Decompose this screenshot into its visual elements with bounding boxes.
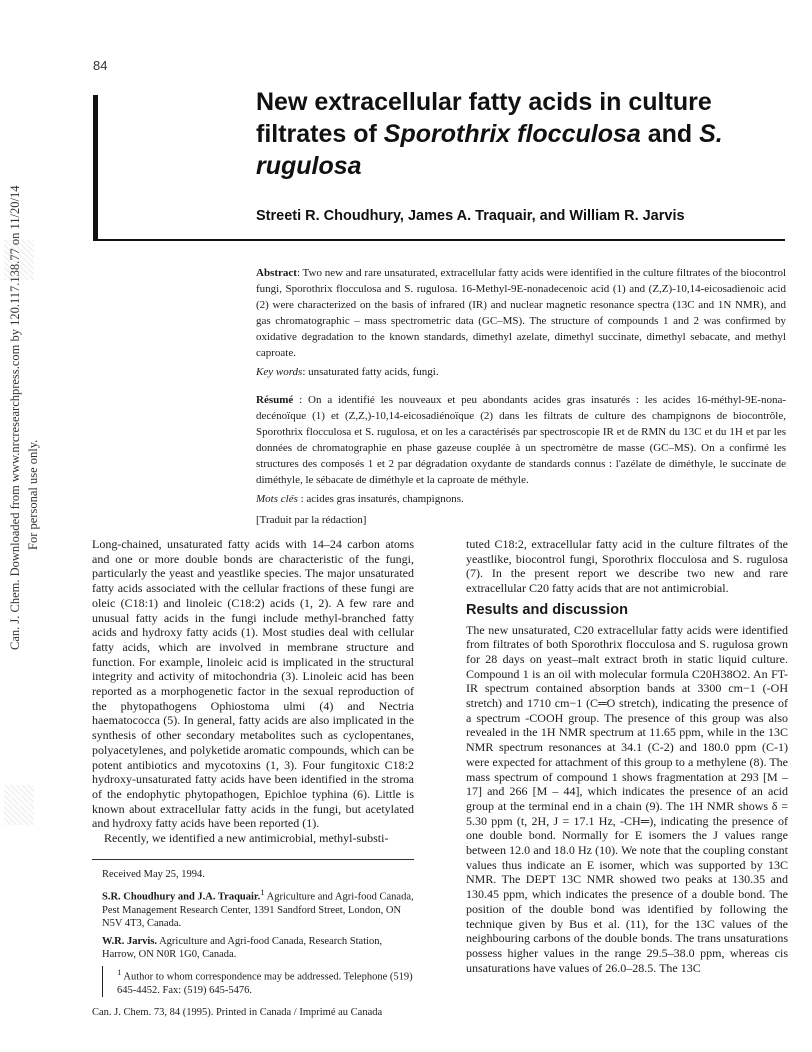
translation-note: [Traduit par la rédaction] [256,514,367,526]
section-heading: Results and discussion [466,601,628,618]
resume-keywords: Mots clés : acides gras insaturés, champignons. [256,493,464,505]
abstract-text: Abstract: Two new and rare unsaturated, extracellular fatty acids were identified in the culture filtrates of the biocontrol fungi, Sporothrix flocculosa and S. rugulosa. 16-Methyl-9E-nonadecenoic acid (1) and (Z,Z)-10,14-eicosadienoic acid (2) were characterized on the basis of infrared (IR) and nuclear magnetic resonance spectra (13C and 1N NMR), and gas chromatographic – mass spectrometric data (GC–MS). The structure of compounds 1 and 2 was confirmed by oxidative degradation to the known standards, dimethyl azelate, dimethyl succinate, dimethyl sebacate, and methyl caproate. [256,267,786,359]
journal-footer: Can. J. Chem. 73, 84 (1995). Printed in Canada / Imprimé au Canada [92,1007,383,1018]
body-paragraph: tuted C18:2, extracellular fatty acid in the culture filtrates of the yeastlike, biocontrol fungi, Sporothrix flocculosa and S. rugulosa (7). In the present report we describe two new and rare extracellular C20 fatty acids that are not antimicrobial. [466,537,788,596]
sidebar-download-line: Can. J. Chem. Downloaded from www.nrcresearchpress.com by 120.117.138.77 on 11/20/14 [8,185,22,650]
page-number: 84 [93,58,108,73]
resume-text: Résumé : On a identifié les nouveaux et peu abondants acides gras insaturés : les acides 16-méthyl-9E-nona-decénoïque (1) et (Z,Z,)-10,14-eicosadiénoïque (2) dans les filtrats de culture des champignons de biocontrôle, Sporothrix flocculosa et S. rugulosa, et on les a caractérisés par spectroscopie IR et de RMN du 13C et du 1H et par les données de chromatographie en phase gazeuse couplée à un spectromètre de masse (GC–MS). On a confirmé les structures des composés 1 et 2 par dégradation oxydante de standards connus : l'azélate de diméthyle, le succinate de diméthyle, le sébacate de diméthyle et la caproate de méthyle. [256,394,786,486]
affiliation: W.R. Jarvis. Agriculture and Agri-food Canada, Research Station, Harrow, ON N0R 1G0, Canada. [102,935,383,960]
right-column [466,537,788,975]
title-vertical-rule [93,95,98,241]
received-date: Received May 25, 1994. [102,869,205,880]
affiliation: S.R. Choudhury and J.A. Traquair.$^1$ Agriculture and Agri-food Canada, Pest Management Research Center, 1391 Sandford Street, London, ON N5V 4T3, Canada. [102,886,414,929]
article-title: New extracellular fatty acids in culture filtrates of Sporothrix flocculosa and S. rugulosa [256,88,723,180]
left-column [92,537,414,846]
sidebar-personal-use-line: For personal use only. [26,439,40,550]
sidebar-stamp [4,785,34,825]
body-paragraph: Long-chained, unsaturated fatty acids with 14–24 carbon atoms and one or more double bonds are characteristic of the fungi, particularly the yeast and yeastlike species. The major unsaturated fatty acids associated with the cellular fractions of these fungi are oleic (C18:1) and linoleic (C18:2) acids (1, 2). A few rare and unusual fatty acids in the fungi include methyl-branched fatty acids and hydroxy fatty acids (1). Most studies deal with cellular fatty acids, which are involved in membrane structure and function. For example, linoleic acid is implicated in the structural integrity and activity of mitochondria (3). Linoleic acid has been reported as a morphogenetic factor in the sexual reproduction of the phytopathogens Ophiostoma ulmi (4) and Nectria haematococca (5). In general, fatty acids are also implicated in the synthesis of other secondary metabolites such as cyclopentanes, polyacetylenes, and polyketide aromatic compounds, which can be potent antibiotics and mycotoxins (1, 3). Four fungitoxic C18:2 hydroxy-unsaturated fatty acids have been identified in the stroma of the endophytic phytopathogen, Epichloe typhina (6). Little is known about extracellular fatty acids in the fungi, but acetylated and hydroxy fatty acids have been reported (1). [92,537,414,831]
correspondence-footnote: $^1$ Author to whom correspondence may be addressed. Telephone (519) 645-4452. Fax: (519) 645-5476. [102,966,414,998]
body-paragraph: Recently, we identified a new antimicrobial, methyl-substi- [104,831,389,846]
resume-block [256,392,786,528]
abstract-keywords: Key words: unsaturated fatty acids, fungi. [256,366,439,378]
download-sidebar [2,185,42,660]
abstract-block [256,265,786,380]
title-horizontal-rule [93,239,785,241]
body-paragraph: The new unsaturated, C20 extracellular fatty acids were identified from filtrates of both Sporothrix flocculosa and S. rugulosa grown for 28 days on yeast–malt extract broth in static liquid culture. Compound 1 is an oil with molecular formula C20H38O2. An FT-IR spectrum contained absorption bands at 3300 cm−1 (-OH stretch) and 1710 cm−1 (C═O stretch), indicating the presence of a spectrum -COOH group. The presence of this group was also revealed in the 1H NMR spectrum at 11.65 ppm, while in the 13C NMR spectrum resonances at 34.1 (C-2) and 180.0 ppm (C-1) were expected for attachment of this group to a methylene (8). The mass spectrum of compound 1 shows fragmentation at 293 [M – 17] and 266 [M – 44], which indicates the presence of an acid group at the terminal end in a chain (9). The 1H NMR shows δ = 5.30 ppm (t, 2H, J = 17.1 Hz, -CH═), indicating the presence of one double bond. Normally for E isomers the J values range between 12.0 and 18.0 Hz (10). We note that the coupling constant values thus indicate an E isomer, which was supported by 13C NMR. The DEPT 13C NMR showed two peaks at 130.35 and 130.45 ppm, which indicates the presence of a double bond. The position of the double bond was identified by following the technique given by Bus et al. (11), for the 13C values of the neighbouring carbons of the double bonds. The trans unsaturations possess higher values in the range 29.5–38.0 ppm, whereas cis unsaturations have values of 26.0–28.5. The 13C [466,622,788,975]
article-notes [92,859,414,996]
article-authors: Streeti R. Choudhury, James A. Traquair, and William R. Jarvis [256,208,685,224]
